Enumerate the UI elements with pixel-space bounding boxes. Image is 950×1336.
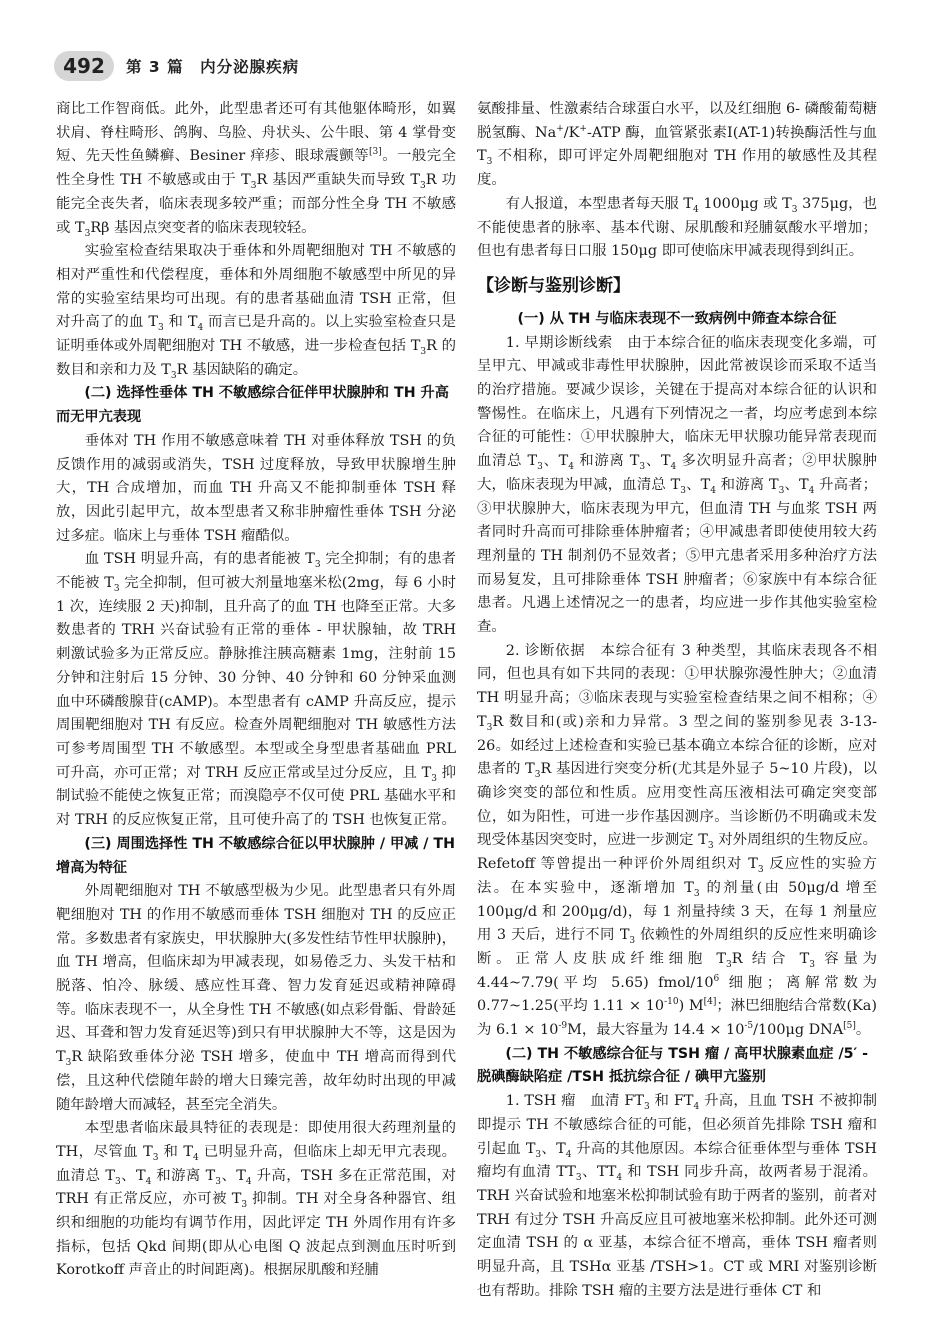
- paragraph: 血 TSH 明显升高，有的患者能被 $T_3$ 完全抑制；有的患者不能被 $T_3$ 完全抑制，但可被大剂量地塞米松(2mg，每 6 小时 1 次，连续服 2 天)抑制，且升高了的血 TH 也降至正常。大多数患者的 TRH 兴奋试验有正常的垂体 - 甲状腺轴，故 TRH 刺激试验多为正常反应。静脉推注胰高糖素 1mg，注射前 15 分钟和注射后 15 分钟、30 分钟、40 分钟和 60 分钟采血测血中环磷酸腺苷(cAMP)。本型患者有 cAMP 升高反应，提示周围靶细胞对 TH 有反应。检查外周靶细胞对 TH 敏感性方法可参考周围型 TH 不敏感型。本型或全身型患者基础血 PRL 可升高，亦可正常；对 TRH 反应正常或呈过分反应，且 $T_3$ 抑制试验不能使之恢复正常；而溴隐亭不仅可使 PRL 基础水平和对 TRH 的反应恢复正常，且可使升高了的 TSH 也恢复正常。: [56, 551, 456, 829]
- subsection-heading: (一) 从 TH 与临床表现不一致病例中筛查本综合征: [517, 310, 837, 327]
- page-number: 492: [63, 54, 105, 78]
- paragraph: 1. TSH 瘤 血清 $FT_3$ 和 $FT_4$ 升高，且血 TSH 不被抑制即提示 TH 不敏感综合征的可能，但必须首先排除 TSH 瘤和引起血 $T_3$、$T_4$ 升高的其他原因。本综合征垂体型与垂体 TSH 瘤均有血清 $TT_3$、$TT_4$ 和 TSH 同步升高，故两者易于混淆。TRH 兴奋试验和地塞米松抑制试验有助于两者的鉴别，前者对 TRH 有过分 TSH 升高反应且可被地塞米松抑制。此外还可测定血清 TSH 的 α 亚基，本综合征不增高，垂体 TSH 瘤者则明显升高，且 TSHα 亚基 /TSH>1。CT 或 MRI 对鉴别诊断也有帮助。排除 TSH 瘤的主要方法是进行垂体 CT 和: [477, 1093, 878, 1299]
- paragraph: 有人报道，本型患者每天服 $T_4$ 1000μg 或 $T_3$ 375μg，也不能使患者的脉率、基本代谢、尿肌酸和羟脯氨酸水平增加；但也有患者每日口服 150μg 即可使临床甲减表现得到纠正。: [477, 195, 877, 260]
- paragraph: 垂体对 TH 作用不敏感意味着 TH 对垂体释放 TSH 的负反馈作用的减弱或消失，TSH 过度释放，导致甲状腺增生肿大，TH 合成增加，而血 TH 升高又不能抑制垂体 TSH 释放，因此引起甲亢，故本型患者又称非肿瘤性垂体 TSH 分泌过多症。临床上与垂体 TSH 瘤酷似。: [56, 432, 456, 544]
- paragraph: 2. 诊断依据 本综合征有 3 种类型，其临床表现各不相同，但也具有如下共同的表现：①甲状腺弥漫性肿大；②血清 TH 明显升高；③临床表现与实验室检查结果之间不相称；④ $T_3R$ 数目和(或)亲和力异常。3 型之间的鉴别参见表 3-13-26。如经过上述检查和实验已基本确立本综合征的诊断，应对患者的 $T_3R$ 基因进行突变分析(尤其是外显子 5~10 片段)，以确诊突变的部位和性质。应用变性高压液相法可确定突变部位，如为阳性，可进一步作基因测序。当诊断仍不明确或未发现受体基因突变时，应进一步测定 $T_3$ 对外周组织的生物反应。Refetoff 等曾提出一种评价外周组织对 $T_3$ 反应性的实验方法。在本实验中，逐渐增加 $T_3$ 的剂量(由 50μg/d 增至 100μg/d 和 200μg/d)，每 1 剂量持续 3 天，在每 1 剂量应用 3 天后，进行不同 $T_3$ 依赖性的外周组织的反应性来明确诊断。正常人皮肤成纤维细胞 $T_3R$ 结合 $T_3$ 容量为 4.44~7.79(平均 5.65) fmol/$10^6$ 细胞；离解常数为 0.77~1.25(平均 $1.11 \times 10^{-10}$) M[4]；淋巴细胞结合常数(Ka)为 $6.1 \times 10^{-9}M$，最大容量为 $14.4 \times 10^{-5}/100\mu g$ DNA[5]。: [477, 642, 878, 1039]
- paragraph: 本型患者临床最具特征的表现是：即使用很大药理剂量的 TH，尽管血 $T_3$ 和 $T_4$ 已明显升高，但临床上却无甲亢表现。血清总 $T_3$、$T_4$ 和游离 $T_3$、$T_4$ 升高，TSH 多在正常范围，对 TRH 有正常反应，亦可被 $T_3$ 抑制。TH 对全身各种器官、组织和细胞的功能均有调节作用，因此评定 TH 外周作用有许多指标，包括 Qkd 间期(即从心电图 Q 波起点到测血压时听到 Korotkoff 声音止的时间距离)。根据尿肌酸和羟脯: [56, 1120, 457, 1279]
- subsection-heading: (二) TH 不敏感综合征与 TSH 瘤 / 高甲状腺素血症 /5′ - 脱碘酶缺陷症 /TSH 抵抗综合征 / 碘甲亢鉴别: [477, 1045, 869, 1086]
- paragraph: 外周靶细胞对 TH 不敏感型极为少见。此型患者只有外周靶细胞对 TH 的作用不敏感而垂体 TSH 细胞对 TH 的反应正常。多数患者有家族史，甲状腺肿大(多发性结节性甲状腺肿)，血 TH 增高，但临床却为甲减表现，如易倦乏力、头发干枯和脱落、怕冷、脉缓、感应性耳聋、智力发育延迟或精神障碍等。临床表现不一，从全身性 TH 不敏感(如点彩骨骺、骨龄延迟、耳聋和智力发育延迟等)到只有甲状腺肿大不等，这是因为 $T_3R$ 缺陷致垂体分泌 TSH 增多，使血中 TH 增高而得到代偿，且这种代偿随年龄的增大日臻完善，故年幼时出现的甲减随年龄增大而减轻，甚至完全消失。: [56, 883, 456, 1113]
- paragraph: 商比工作智商低。此外，此型患者还可有其他躯体畸形，如翼状肩、脊柱畸形、鸽胸、鸟脸、舟状头、公牛眼、第 4 掌骨变短、先天性鱼鳞癣、Besiner 痒疹、眼球震颤等[3]。一般完全性全身性 TH 不敏感或由于 $T_3R$ 基因严重缺失而导致 $T_3R$ 功能完全丧失者，临床表现多较严重；而部分性全身 TH 不敏感或 $T_3R\beta$ 基因点突变者的临床表现较轻。: [56, 101, 456, 239]
- paragraph: 实验室检查结果取决于垂体和外周靶细胞对 TH 不敏感的相对严重性和代偿程度，垂体和外周细胞不敏感型中所见的异常的实验室结果均可出现。有的患者基础血清 TSH 正常，但对升高了的血 $T_3$ 和 $T_4$ 而言已是升高的。以上实验室检查只是证明垂体或外周靶细胞对 TH 不敏感，进一步检查包括 $T_3R$ 的数目和亲和力及 $T_3R$ 基因缺陷的确定。: [56, 243, 456, 381]
- paragraph: 1. 早期诊断线索 由于本综合征的临床表现变化多端，可呈甲亢、甲减或非毒性甲状腺肿，因此常被误诊而采取不适当的治疗措施。要减少误诊，关键在于提高对本综合征的认识和警惕性。在临床上，凡遇有下列情况之一者，均应考虑到本综合征的可能性：①甲状腺肿大，临床无甲状腺功能异常表现而血清总 $T_3$、$T_4$ 和游离 $T_3$、$T_4$ 多次明显升高者；②甲状腺肿大，临床表现为甲减，血清总 $T_3$、$T_4$ 和游离 $T_3$、$T_4$ 升高者；③甲状腺肿大，临床表现为甲亢，但血清 TH 与血浆 TSH 两者同时升高而可排除垂体肿瘤者；④甲减患者即使使用较大药理剂量的 TH 制剂仍不显效者；⑤甲亢患者采用多种治疗方法而易复发，且可排除垂体 TSH 肿瘤者；⑥家族中有本综合征患者。凡遇上述情况之一的患者，均应进一步作其他实验室检查。: [477, 334, 878, 636]
- section-heading: 【诊断与鉴别诊断】: [477, 275, 630, 296]
- subsection-heading: (二) 选择性垂体 TH 不敏感综合征伴甲状腺肿和 TH 升高而无甲亢表现: [56, 385, 449, 426]
- page-header: [0, 50, 950, 84]
- left-text-column: [56, 98, 456, 1283]
- right-text-column: [477, 98, 877, 1303]
- running-header-title: 第 3 篇 内分泌腺疾病: [126, 58, 300, 76]
- page-number-badge: [54, 51, 114, 81]
- subsection-heading: (三) 周围选择性 TH 不敏感综合征以甲状腺肿 / 甲减 / TH 增高为特征: [56, 835, 455, 876]
- paragraph: 氨酸排量、性激素结合球蛋白水平，以及红细胞 6- 磷酸葡萄糖脱氢酶、Na+/K+-ATP 酶，血管紧张素Ⅰ(AT-1)转换酶活性与血 $T_3$ 不相称，即可评定外周靶细胞对 TH 作用的敏感性及其程度。: [477, 101, 877, 189]
